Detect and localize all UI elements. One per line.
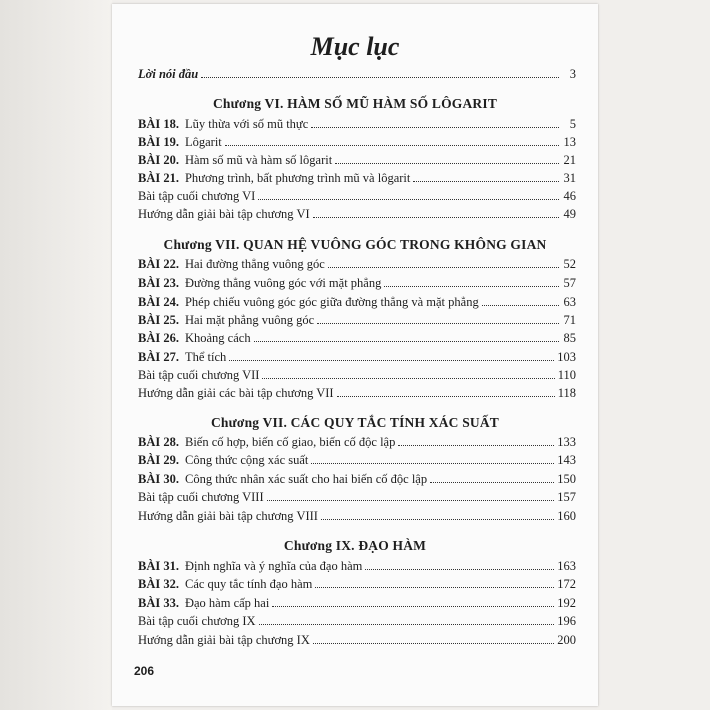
leader-dots	[267, 500, 555, 501]
toc-row	[138, 328, 576, 346]
toc-entry-page: 103	[557, 350, 576, 364]
toc-entry-page: 31	[563, 171, 576, 185]
lesson-number: BÀI 19.	[138, 135, 179, 149]
toc-entry-page: 118	[557, 386, 576, 400]
lesson-number: BÀI 33.	[138, 596, 179, 610]
chapter-heading: Chương IX. ĐẠO HÀM	[283, 538, 427, 553]
toc-entry-page: 52	[563, 257, 576, 271]
leader-dots	[259, 624, 555, 625]
toc-entry-title: Biến cố hợp, biến cố giao, biến cố độc lập	[184, 435, 396, 449]
lesson-number: BÀI 28.	[138, 435, 179, 449]
toc-entry-page: 172	[557, 577, 576, 591]
toc-row	[138, 611, 576, 629]
toc-entry-page: 133	[557, 435, 576, 449]
toc-entry-page: 200	[557, 633, 576, 647]
toc-entry-title: Khoảng cách	[184, 331, 251, 345]
toc-row	[138, 292, 576, 310]
leader-dots	[317, 323, 559, 324]
leader-dots	[272, 606, 554, 607]
toc-row-preface	[138, 64, 576, 82]
toc-row	[138, 593, 576, 611]
lesson-number: BÀI 20.	[138, 153, 179, 167]
leader-dots	[413, 181, 559, 182]
lesson-number: BÀI 27.	[138, 350, 179, 364]
lesson-number: BÀI 24.	[138, 295, 179, 309]
toc-row	[138, 132, 576, 150]
leader-dots	[328, 267, 559, 268]
toc-row	[138, 347, 576, 365]
leader-dots	[311, 127, 559, 128]
toc-entry-title: Bài tập cuối chương IX	[138, 614, 256, 628]
toc-entry-title: Định nghĩa và ý nghĩa của đạo hàm	[184, 559, 363, 573]
leader-dots	[335, 163, 559, 164]
toc-entry-page: 85	[563, 331, 576, 345]
toc-entry-page: 110	[557, 368, 576, 382]
toc-entry-title: Đạo hàm cấp hai	[184, 596, 270, 610]
leader-dots	[430, 482, 554, 483]
leader-dots	[398, 445, 554, 446]
adjacent-page-edge	[0, 0, 112, 710]
toc-entry-page: 57	[563, 276, 576, 290]
toc-row	[138, 556, 576, 574]
toc-row	[138, 506, 576, 524]
lesson-number: BÀI 25.	[138, 313, 179, 327]
leader-dots	[315, 587, 554, 588]
toc-entry-title: Bài tập cuối chương VI	[138, 189, 256, 203]
page-number: 206	[134, 664, 155, 678]
leader-dots	[365, 569, 554, 570]
toc-entry-page: 21	[563, 153, 576, 167]
chapter-heading: Chương VI. HÀM SỐ MŨ HÀM SỐ LÔGARIT	[212, 96, 498, 111]
toc-row	[138, 168, 576, 186]
toc-entry-page: 143	[557, 453, 576, 467]
chapter-heading: Chương VII. QUAN HỆ VUÔNG GÓC TRONG KHÔNG GIAN	[163, 237, 547, 252]
leader-dots	[262, 378, 554, 379]
lesson-number: BÀI 32.	[138, 577, 179, 591]
toc-entry-page: 46	[563, 189, 576, 203]
leader-dots	[311, 463, 554, 464]
toc-entry-title: Hai mặt phẳng vuông góc	[184, 313, 315, 327]
toc-entry-page: 13	[563, 135, 576, 149]
toc-entry-title: Công thức cộng xác suất	[184, 453, 309, 467]
toc-row	[138, 150, 576, 168]
toc-entry-page: 163	[557, 559, 576, 573]
toc-row	[138, 254, 576, 272]
leader-dots	[321, 519, 554, 520]
toc-row	[138, 383, 576, 401]
toc-entry-title: Bài tập cuối chương VIII	[138, 490, 264, 504]
toc-entry-title: Hàm số mũ và hàm số lôgarit	[184, 153, 333, 167]
leader-dots	[225, 145, 559, 146]
toc-row	[138, 204, 576, 222]
toc-entry-page: 157	[557, 490, 576, 504]
chapter-heading: Chương VII. CÁC QUY TẮC TÍNH XÁC SUẤT	[210, 415, 500, 430]
toc-entry-title: Hướng dẫn giải bài tập chương IX	[138, 633, 310, 647]
leader-dots	[229, 360, 554, 361]
leader-dots	[482, 305, 559, 306]
leader-dots	[384, 286, 559, 287]
lesson-number: BÀI 18.	[138, 117, 179, 131]
leader-dots	[313, 217, 559, 218]
toc-row	[138, 365, 576, 383]
toc-entry-page: 49	[563, 207, 576, 221]
toc-entry-title: Phương trình, bất phương trình mũ và lôgarit	[184, 171, 411, 185]
toc-entry-page: 3	[569, 67, 576, 81]
page-title: Mục lục	[310, 32, 400, 61]
toc-entry-title: Hướng dẫn giải bài tập chương VIII	[138, 509, 318, 523]
toc-entry-title: Lời nói đầu	[138, 67, 199, 81]
toc-entry-page: 5	[569, 117, 576, 131]
toc-entry-page: 71	[563, 313, 576, 327]
toc-row	[138, 574, 576, 592]
toc-entry-title: Bài tập cuối chương VII	[138, 368, 260, 382]
toc-entry-title: Lũy thừa với số mũ thực	[184, 117, 309, 131]
leader-dots	[254, 341, 559, 342]
lesson-number: BÀI 30.	[138, 472, 179, 486]
toc-entry-title: Lôgarit	[184, 135, 222, 149]
toc-row	[138, 114, 576, 132]
toc-entry-title: Thể tích	[184, 350, 227, 364]
toc-entry-title: Các quy tắc tính đạo hàm	[184, 577, 313, 591]
toc-row	[138, 469, 576, 487]
toc-row	[138, 186, 576, 204]
leader-dots	[201, 77, 559, 78]
toc-row	[138, 630, 576, 648]
lesson-number: BÀI 29.	[138, 453, 179, 467]
toc-row	[138, 310, 576, 328]
leader-dots	[337, 396, 555, 397]
lesson-number: BÀI 21.	[138, 171, 179, 185]
toc-row	[138, 432, 576, 450]
toc-entry-title: Đường thẳng vuông góc với mặt phẳng	[184, 276, 382, 290]
toc-entry-page: 63	[563, 295, 576, 309]
toc-entry-title: Hướng dẫn giải bài tập chương VI	[138, 207, 310, 221]
toc-entry-page: 150	[557, 472, 576, 486]
lesson-number: BÀI 31.	[138, 559, 179, 573]
toc-entry-page: 196	[557, 614, 576, 628]
lesson-number: BÀI 22.	[138, 257, 179, 271]
lesson-number: BÀI 23.	[138, 276, 179, 290]
toc-entry-title: Công thức nhân xác suất cho hai biến cố độc lập	[184, 472, 428, 486]
toc-row	[138, 487, 576, 505]
toc-page	[112, 4, 598, 706]
leader-dots	[258, 199, 559, 200]
toc-entry-page: 160	[557, 509, 576, 523]
toc-entry-page: 192	[557, 596, 576, 610]
toc-row	[138, 273, 576, 291]
leader-dots	[313, 643, 554, 644]
toc-entry-title: Phép chiếu vuông góc góc giữa đường thẳng và mặt phẳng	[184, 295, 479, 309]
toc-entry-title: Hai đường thẳng vuông góc	[184, 257, 325, 271]
lesson-number: BÀI 26.	[138, 331, 179, 345]
toc-row	[138, 450, 576, 468]
toc-entry-title: Hướng dẫn giải các bài tập chương VII	[138, 386, 334, 400]
